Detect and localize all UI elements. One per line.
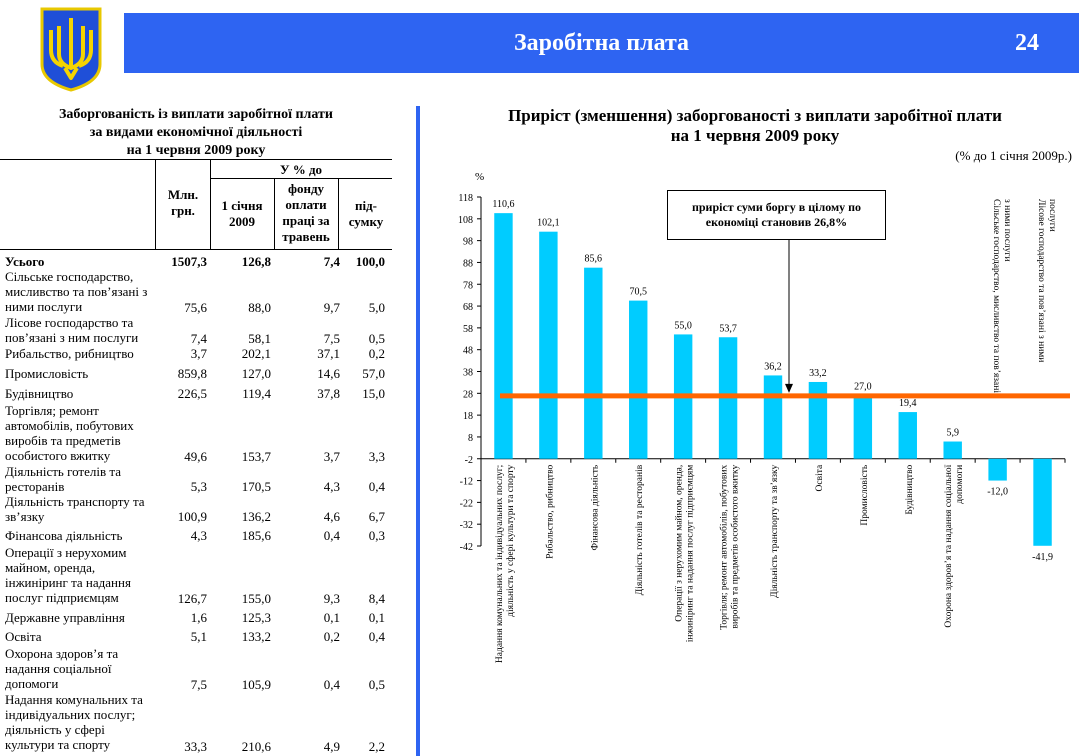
category-label: Надання комунальних та індивідуальних послуг;діяльність у сфері культури та спорту	[494, 464, 516, 664]
row-label: Усього	[5, 254, 45, 269]
y-tick-label: 8	[468, 432, 473, 444]
row-value: 15,0	[362, 386, 385, 401]
row-value: 1507,3	[171, 254, 207, 269]
row-label: Надання комунальних та індивідуальних послуг; діяльність у сфері культури та спорту	[5, 692, 143, 752]
y-tick-label: 118	[458, 193, 473, 204]
bar	[584, 268, 602, 459]
table-row	[0, 528, 392, 543]
table-row	[0, 346, 392, 361]
row-value: 155,0	[241, 591, 271, 606]
y-tick-label: -22	[459, 498, 473, 510]
row-value: 7,5	[190, 677, 207, 692]
row-value: 4,3	[323, 479, 340, 494]
row-value: 100,9	[177, 509, 207, 524]
row-value: 37,1	[317, 346, 340, 361]
row-value: 0,2	[368, 346, 385, 361]
bar	[1033, 459, 1051, 546]
table-row	[0, 610, 392, 625]
row-value: 3,7	[190, 346, 207, 361]
category-label: Діяльність транспорту та зв’язку	[770, 464, 780, 598]
bar	[764, 375, 782, 458]
data-label: 36,2	[764, 361, 782, 373]
row-value: 9,7	[323, 300, 340, 315]
row-label: Сільське господарство, мисливство та пов’язані з ними послуги	[5, 269, 148, 314]
y-axis-label: %	[475, 171, 485, 183]
row-value: 75,6	[184, 300, 207, 315]
row-value: 859,8	[177, 366, 207, 381]
header-amount: Млн. грн.	[167, 187, 199, 218]
row-label: Будівництво	[5, 386, 74, 401]
row-value: 100,0	[355, 254, 385, 269]
header-jan1: 1 січня 2009	[221, 198, 263, 229]
page-title: Заробітна плата	[513, 30, 690, 56]
row-value: 0,5	[368, 677, 385, 692]
row-value: 8,4	[368, 591, 385, 606]
bar	[943, 442, 961, 459]
category-label: Лісове господарство та пов’язані з нимипослуги	[1036, 199, 1058, 363]
data-label: -41,9	[1032, 551, 1053, 563]
row-value: 49,6	[184, 449, 207, 464]
data-label: 55,0	[674, 320, 692, 332]
table-row	[0, 629, 392, 644]
table-row	[0, 386, 392, 401]
row-value: 119,4	[242, 386, 271, 401]
y-tick-label: -12	[459, 476, 473, 488]
coat-of-arms-icon	[39, 6, 103, 92]
row-value: 3,3	[368, 449, 385, 464]
bar	[539, 232, 557, 459]
category-label: Сільське господарство, мисливство та пов’язаніз ними послуги	[991, 199, 1013, 393]
table-row	[0, 646, 392, 692]
row-value: 127,0	[241, 366, 271, 381]
data-label: 27,0	[854, 381, 872, 393]
row-value: 0,3	[368, 528, 385, 543]
row-label: Охорона здоров’я та надання соціальної допомоги	[5, 646, 119, 691]
row-value: 6,7	[368, 509, 385, 524]
data-label: 102,1	[537, 217, 560, 229]
y-tick-label: -32	[459, 520, 473, 532]
y-tick-label: 28	[463, 389, 473, 401]
row-label: Операції з нерухомим майном, оренда, інжиніринг та надання послуг підприємцям	[5, 545, 131, 605]
category-label: Будівництво	[904, 464, 915, 515]
row-label: Діяльність транспорту та зв’язку	[5, 494, 145, 524]
y-tick-label: 18	[463, 411, 473, 423]
row-value: 9,3	[323, 591, 340, 606]
y-tick-label: -42	[459, 542, 473, 553]
table-row	[0, 366, 392, 381]
y-tick-label: 88	[463, 258, 473, 270]
row-value: 210,6	[241, 739, 271, 754]
row-label: Лісове господарство та пов’язані з ним послуги	[5, 315, 139, 345]
bar	[899, 412, 917, 459]
data-label: 19,4	[899, 398, 917, 410]
row-value: 125,3	[241, 610, 271, 625]
data-label: 33,2	[809, 367, 827, 379]
table-title: Заборгованість із виплати заробітної плати за видами економічної діяльності на 1 червня 2009 року	[59, 107, 333, 158]
table-row	[0, 315, 392, 346]
row-value: 226,5	[177, 386, 207, 401]
table-row	[0, 269, 392, 315]
bar	[629, 301, 647, 459]
page-number: 24	[1015, 30, 1039, 56]
annotation-box: приріст суми боргу в цілому по економіці становив 26,8%	[667, 190, 886, 240]
y-tick-label: 58	[463, 323, 473, 335]
row-value: 4,6	[323, 509, 340, 524]
row-value: 58,1	[248, 331, 271, 346]
row-label: Освіта	[5, 629, 42, 644]
y-tick-label: 48	[463, 345, 473, 357]
row-value: 0,5	[368, 331, 385, 346]
row-value: 0,4	[323, 677, 340, 692]
row-value: 7,4	[190, 331, 207, 346]
row-value: 33,3	[184, 739, 207, 754]
y-tick-label: 68	[463, 302, 473, 314]
row-value: 133,2	[241, 629, 271, 644]
row-value: 170,5	[241, 479, 271, 494]
bar	[988, 459, 1006, 481]
table-row	[0, 545, 392, 606]
data-label: 5,9	[946, 427, 959, 439]
row-label: Фінансова діяльність	[5, 528, 123, 543]
table-row	[0, 464, 392, 494]
header-percent-group: У % до	[279, 162, 323, 177]
row-value: 105,9	[241, 677, 271, 692]
bar-chart	[420, 160, 1085, 756]
row-value: 136,2	[241, 509, 271, 524]
table-row	[0, 494, 392, 524]
table-row	[0, 403, 392, 464]
y-tick-label: 78	[463, 280, 473, 292]
data-label: 110,6	[492, 199, 515, 211]
row-label: Промисловість	[5, 366, 89, 381]
y-tick-label: 108	[458, 214, 473, 226]
row-value: 1,6	[190, 610, 207, 625]
row-value: 0,2	[323, 629, 340, 644]
row-value: 3,7	[323, 449, 340, 464]
data-label: -12,0	[987, 486, 1009, 498]
data-label: 85,6	[584, 253, 603, 265]
row-value: 0,1	[368, 610, 385, 625]
row-value: 4,3	[190, 528, 207, 543]
row-value: 0,1	[323, 610, 340, 625]
data-label: 53,7	[719, 323, 737, 335]
row-label: Діяльність готелів та ресторанів	[5, 464, 121, 494]
table-row	[0, 692, 392, 754]
row-value: 57,0	[362, 366, 385, 381]
y-tick-label: 38	[463, 367, 473, 379]
row-value: 126,8	[241, 254, 271, 269]
bar	[854, 395, 872, 458]
row-value: 2,2	[368, 739, 385, 754]
row-value: 126,7	[177, 591, 207, 606]
row-label: Державне управління	[5, 610, 125, 625]
row-value: 185,6	[241, 528, 271, 543]
category-label: Промисловість	[859, 464, 870, 526]
row-value: 0,4	[323, 528, 340, 543]
row-value: 14,6	[317, 366, 340, 381]
row-value: 4,9	[323, 739, 340, 754]
annotation-arrowhead	[785, 384, 793, 393]
row-value: 5,0	[368, 300, 385, 315]
table-row	[0, 254, 392, 269]
category-label: Торгівля; ремонт автомобілів, побутовихвиробів та предметів особистого вжитку	[719, 464, 741, 630]
category-label: Охорона здоров’я та надання соціальноїдопомоги	[944, 464, 966, 628]
category-label: Операції з нерухомим майном, оренда,інжиніринг та надання послуг підприємцям	[674, 464, 696, 643]
header-banner	[124, 13, 1079, 73]
row-value: 7,5	[323, 331, 340, 346]
row-value: 0,4	[368, 629, 385, 644]
row-value: 153,7	[241, 449, 271, 464]
row-value: 202,1	[241, 346, 271, 361]
data-label: 70,5	[629, 286, 647, 298]
row-value: 0,4	[368, 479, 385, 494]
header-fund: фонду оплати праці за травень	[282, 181, 330, 244]
chart-subtitle: (% до 1 січня 2009р.)	[955, 148, 1072, 163]
chart-title: Приріст (зменшення) заборгованості з виплати заробітної плати на 1 червня 2009 року	[508, 106, 1002, 145]
category-label: Освіта	[814, 464, 825, 492]
row-value: 5,1	[190, 629, 207, 644]
category-label: Рибальство, рибництво	[545, 464, 556, 559]
row-value: 7,4	[323, 254, 340, 269]
category-label: Діяльність готелів та ресторанів	[635, 464, 646, 596]
row-value: 5,3	[190, 479, 207, 494]
bar	[494, 213, 512, 459]
header-total: під-сумку	[348, 198, 384, 229]
row-value: 88,0	[248, 300, 271, 315]
row-label: Торгівля; ремонт автомобілів, побутових виробів та предметів особистого вжитку	[5, 403, 134, 463]
row-value: 37,8	[317, 386, 340, 401]
y-tick-label: 98	[463, 236, 473, 248]
row-label: Рибальство, рибництво	[5, 346, 134, 361]
category-label: Фінансова діяльність	[590, 464, 601, 551]
y-tick-label: -2	[464, 454, 473, 466]
